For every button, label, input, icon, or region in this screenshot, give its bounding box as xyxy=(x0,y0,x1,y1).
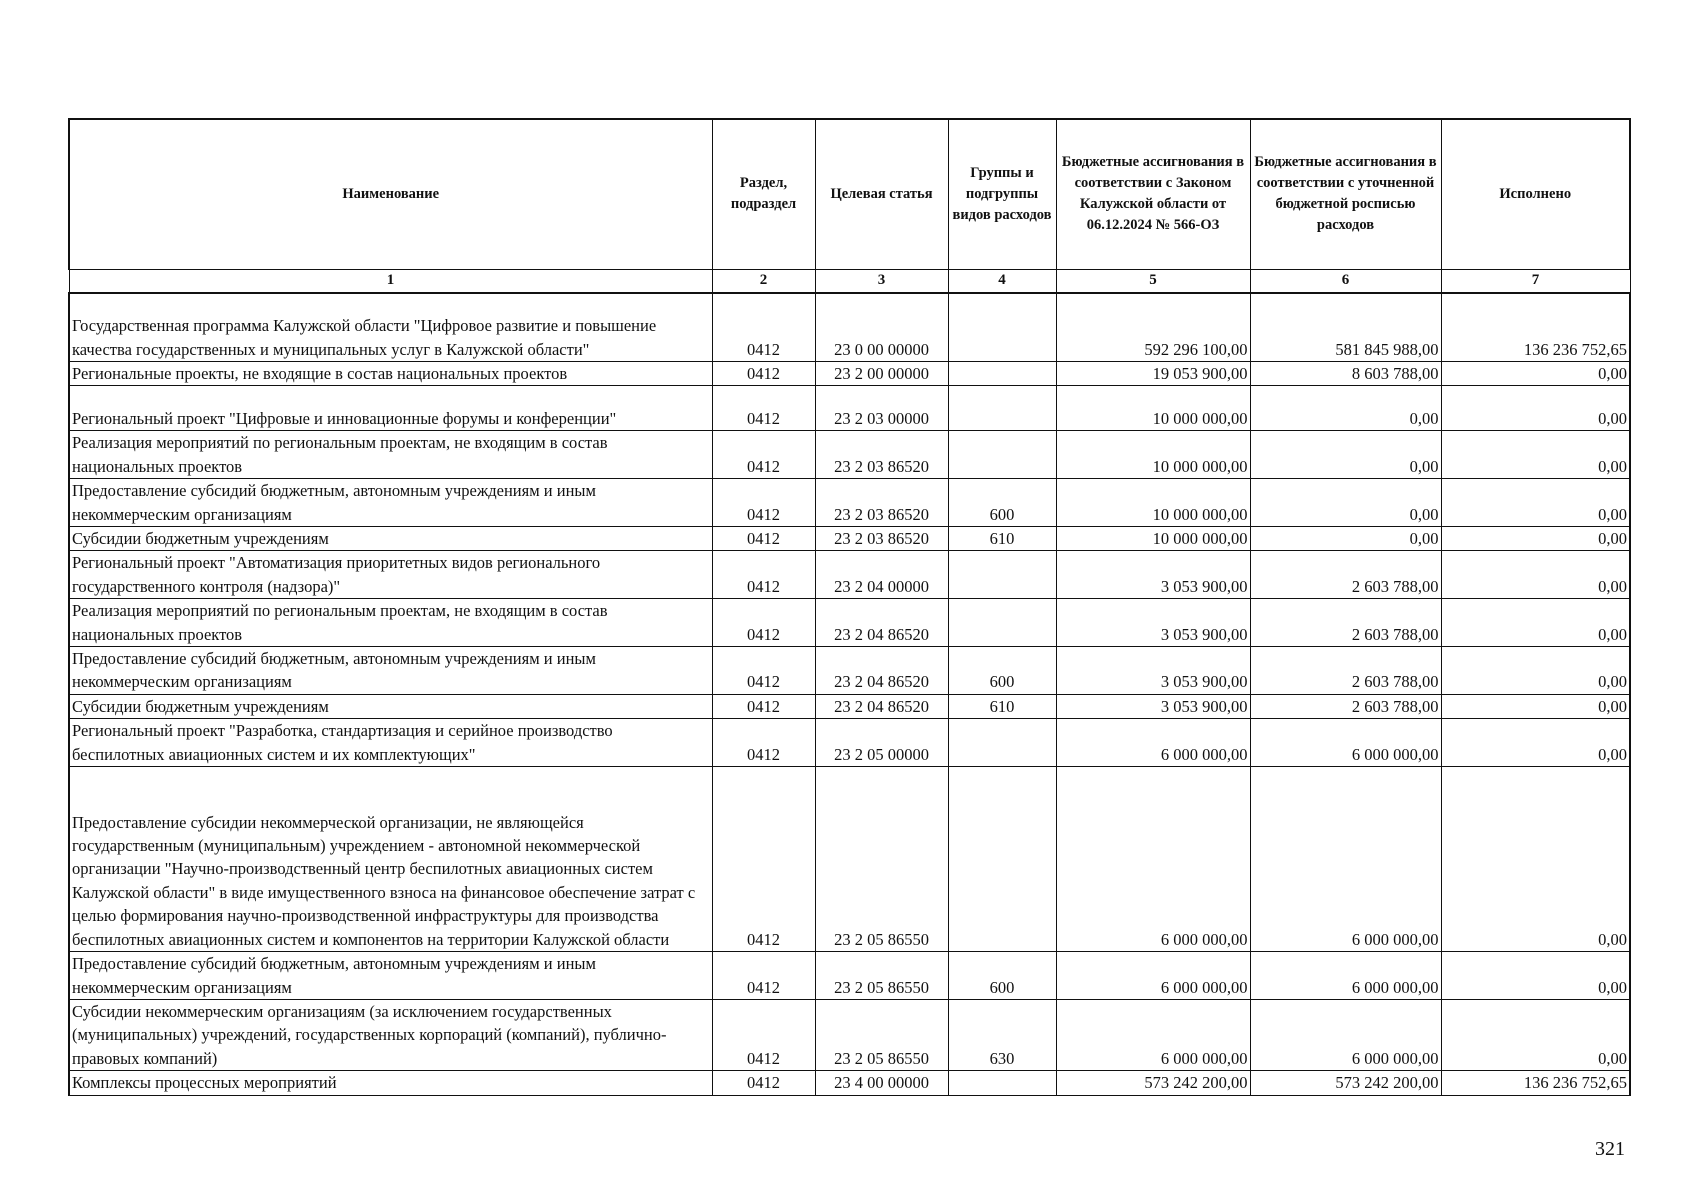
table-row xyxy=(69,386,1630,431)
header-name: Наименование xyxy=(69,119,712,269)
table-row xyxy=(69,1071,1630,1095)
row-section: 0412 xyxy=(712,647,815,695)
column-number: 6 xyxy=(1250,269,1441,293)
table-row xyxy=(69,293,1630,362)
row-name: Реализация мероприятий по региональным проектам, не входящим в состав национальных проектов xyxy=(69,431,712,479)
row-executed: 0,00 xyxy=(1441,431,1630,479)
row-refined-allocation: 8 603 788,00 xyxy=(1250,362,1441,386)
row-name: Субсидии бюджетным учреждениям xyxy=(69,527,712,551)
row-section: 0412 xyxy=(712,362,815,386)
row-refined-allocation: 0,00 xyxy=(1250,386,1441,431)
row-refined-allocation: 2 603 788,00 xyxy=(1250,599,1441,647)
row-executed: 0,00 xyxy=(1441,362,1630,386)
row-section: 0412 xyxy=(712,527,815,551)
row-law-allocation: 573 242 200,00 xyxy=(1056,1071,1250,1095)
row-section: 0412 xyxy=(712,479,815,527)
row-section: 0412 xyxy=(712,551,815,599)
row-expense-group xyxy=(948,551,1056,599)
row-law-allocation: 6 000 000,00 xyxy=(1056,767,1250,952)
row-section: 0412 xyxy=(712,767,815,952)
table-body xyxy=(69,293,1630,1096)
row-section: 0412 xyxy=(712,1071,815,1095)
header-expense-groups: Группы и подгруппы видов расходов xyxy=(948,119,1056,269)
row-law-allocation: 3 053 900,00 xyxy=(1056,694,1250,718)
row-name: Предоставление субсидии некоммерческой организации, не являющейся государственным (муниципальным) учреждением - автономной некоммерческой организации "Научно-производственный центр беспилотных авиационных систем Калужской области" в виде имущественного взноса на финансовое обеспечение затрат с целью формирования научно-производственной инфраструктуры для производства беспилотных авиационных систем и компонентов на территории Калужской области xyxy=(69,767,712,952)
row-target-article: 23 2 05 00000 xyxy=(815,719,948,767)
row-law-allocation: 3 053 900,00 xyxy=(1056,551,1250,599)
row-executed: 0,00 xyxy=(1441,952,1630,1000)
row-name: Региональные проекты, не входящие в состав национальных проектов xyxy=(69,362,712,386)
table-row xyxy=(69,551,1630,599)
row-refined-allocation: 2 603 788,00 xyxy=(1250,694,1441,718)
column-number: 3 xyxy=(815,269,948,293)
row-executed: 0,00 xyxy=(1441,719,1630,767)
row-target-article: 23 2 05 86550 xyxy=(815,952,948,1000)
row-name: Предоставление субсидий бюджетным, автономным учреждениям и иным некоммерческим организациям xyxy=(69,479,712,527)
header-row xyxy=(69,119,1630,269)
row-name: Государственная программа Калужской области "Цифровое развитие и повышение качества государственных и муниципальных услуг в Калужской области" xyxy=(69,293,712,362)
row-section: 0412 xyxy=(712,999,815,1070)
row-executed: 136 236 752,65 xyxy=(1441,293,1630,362)
row-executed: 136 236 752,65 xyxy=(1441,1071,1630,1095)
row-expense-group: 600 xyxy=(948,647,1056,695)
row-name: Региональный проект "Цифровые и инновационные форумы и конференции" xyxy=(69,386,712,431)
row-expense-group: 610 xyxy=(948,694,1056,718)
column-number: 1 xyxy=(69,269,712,293)
header-executed: Исполнено xyxy=(1441,119,1630,269)
row-name: Предоставление субсидий бюджетным, автономным учреждениям и иным некоммерческим организациям xyxy=(69,647,712,695)
row-law-allocation: 3 053 900,00 xyxy=(1056,647,1250,695)
column-number: 7 xyxy=(1441,269,1630,293)
row-target-article: 23 4 00 00000 xyxy=(815,1071,948,1095)
row-expense-group xyxy=(948,599,1056,647)
header-refined-allocations: Бюджетные ассигнования в соответствии с уточненной бюджетной росписью расходов xyxy=(1250,119,1441,269)
row-section: 0412 xyxy=(712,599,815,647)
table-row xyxy=(69,767,1630,952)
row-name: Субсидии бюджетным учреждениям xyxy=(69,694,712,718)
column-number: 4 xyxy=(948,269,1056,293)
row-refined-allocation: 6 000 000,00 xyxy=(1250,719,1441,767)
row-target-article: 23 2 03 86520 xyxy=(815,431,948,479)
row-target-article: 23 2 03 86520 xyxy=(815,479,948,527)
table-row xyxy=(69,479,1630,527)
row-refined-allocation: 6 000 000,00 xyxy=(1250,999,1441,1070)
row-section: 0412 xyxy=(712,293,815,362)
row-law-allocation: 10 000 000,00 xyxy=(1056,386,1250,431)
row-refined-allocation: 581 845 988,00 xyxy=(1250,293,1441,362)
row-refined-allocation: 6 000 000,00 xyxy=(1250,767,1441,952)
row-section: 0412 xyxy=(712,386,815,431)
row-name: Предоставление субсидий бюджетным, автономным учреждениям и иным некоммерческим организациям xyxy=(69,952,712,1000)
row-law-allocation: 10 000 000,00 xyxy=(1056,479,1250,527)
row-expense-group xyxy=(948,362,1056,386)
header-target-article: Целевая статья xyxy=(815,119,948,269)
row-law-allocation: 592 296 100,00 xyxy=(1056,293,1250,362)
row-target-article: 23 2 03 00000 xyxy=(815,386,948,431)
row-expense-group: 630 xyxy=(948,999,1056,1070)
row-target-article: 23 2 04 00000 xyxy=(815,551,948,599)
row-target-article: 23 2 04 86520 xyxy=(815,694,948,718)
row-refined-allocation: 2 603 788,00 xyxy=(1250,551,1441,599)
row-target-article: 23 2 05 86550 xyxy=(815,767,948,952)
row-law-allocation: 6 000 000,00 xyxy=(1056,952,1250,1000)
column-number: 5 xyxy=(1056,269,1250,293)
row-name: Реализация мероприятий по региональным проектам, не входящим в состав национальных проектов xyxy=(69,599,712,647)
row-expense-group xyxy=(948,767,1056,952)
table-row xyxy=(69,952,1630,1000)
row-law-allocation: 3 053 900,00 xyxy=(1056,599,1250,647)
row-target-article: 23 2 00 00000 xyxy=(815,362,948,386)
row-section: 0412 xyxy=(712,694,815,718)
row-section: 0412 xyxy=(712,431,815,479)
row-executed: 0,00 xyxy=(1441,999,1630,1070)
row-executed: 0,00 xyxy=(1441,386,1630,431)
header-section: Раздел, подраздел xyxy=(712,119,815,269)
table-row xyxy=(69,719,1630,767)
row-target-article: 23 2 03 86520 xyxy=(815,527,948,551)
page-number: 321 xyxy=(1595,1138,1625,1160)
row-name: Субсидии некоммерческим организациям (за исключением государственных (муниципальных) учреждений, государственных корпораций (компаний), публично-правовых компаний) xyxy=(69,999,712,1070)
row-executed: 0,00 xyxy=(1441,527,1630,551)
row-refined-allocation: 0,00 xyxy=(1250,527,1441,551)
row-expense-group: 600 xyxy=(948,952,1056,1000)
row-law-allocation: 6 000 000,00 xyxy=(1056,719,1250,767)
row-refined-allocation: 0,00 xyxy=(1250,479,1441,527)
row-executed: 0,00 xyxy=(1441,551,1630,599)
row-target-article: 23 2 04 86520 xyxy=(815,599,948,647)
row-expense-group xyxy=(948,386,1056,431)
row-expense-group xyxy=(948,1071,1056,1095)
row-name: Региональный проект "Разработка, стандартизация и серийное производство беспилотных авиационных систем и их комплектующих" xyxy=(69,719,712,767)
row-refined-allocation: 0,00 xyxy=(1250,431,1441,479)
row-expense-group xyxy=(948,293,1056,362)
column-number: 2 xyxy=(712,269,815,293)
row-refined-allocation: 2 603 788,00 xyxy=(1250,647,1441,695)
row-executed: 0,00 xyxy=(1441,599,1630,647)
row-name: Комплексы процессных мероприятий xyxy=(69,1071,712,1095)
table-row xyxy=(69,527,1630,551)
row-law-allocation: 6 000 000,00 xyxy=(1056,999,1250,1070)
row-refined-allocation: 573 242 200,00 xyxy=(1250,1071,1441,1095)
row-expense-group: 610 xyxy=(948,527,1056,551)
row-section: 0412 xyxy=(712,719,815,767)
row-target-article: 23 0 00 00000 xyxy=(815,293,948,362)
row-executed: 0,00 xyxy=(1441,694,1630,718)
column-number-row xyxy=(69,269,1630,293)
row-target-article: 23 2 05 86550 xyxy=(815,999,948,1070)
row-expense-group xyxy=(948,431,1056,479)
row-section: 0412 xyxy=(712,952,815,1000)
row-law-allocation: 19 053 900,00 xyxy=(1056,362,1250,386)
header-law-allocations: Бюджетные ассигнования в соответствии с Законом Калужской области от 06.12.2024 № 566-ОЗ xyxy=(1056,119,1250,269)
row-law-allocation: 10 000 000,00 xyxy=(1056,431,1250,479)
table-row xyxy=(69,694,1630,718)
row-expense-group: 600 xyxy=(948,479,1056,527)
row-executed: 0,00 xyxy=(1441,479,1630,527)
row-law-allocation: 10 000 000,00 xyxy=(1056,527,1250,551)
table-row xyxy=(69,362,1630,386)
row-name: Региональный проект "Автоматизация приоритетных видов регионального государственного контроля (надзора)" xyxy=(69,551,712,599)
table-row xyxy=(69,999,1630,1070)
table-row xyxy=(69,647,1630,695)
budget-table xyxy=(68,118,1631,1096)
row-expense-group xyxy=(948,719,1056,767)
row-executed: 0,00 xyxy=(1441,647,1630,695)
row-executed: 0,00 xyxy=(1441,767,1630,952)
row-refined-allocation: 6 000 000,00 xyxy=(1250,952,1441,1000)
table-row xyxy=(69,431,1630,479)
table-row xyxy=(69,599,1630,647)
row-target-article: 23 2 04 86520 xyxy=(815,647,948,695)
